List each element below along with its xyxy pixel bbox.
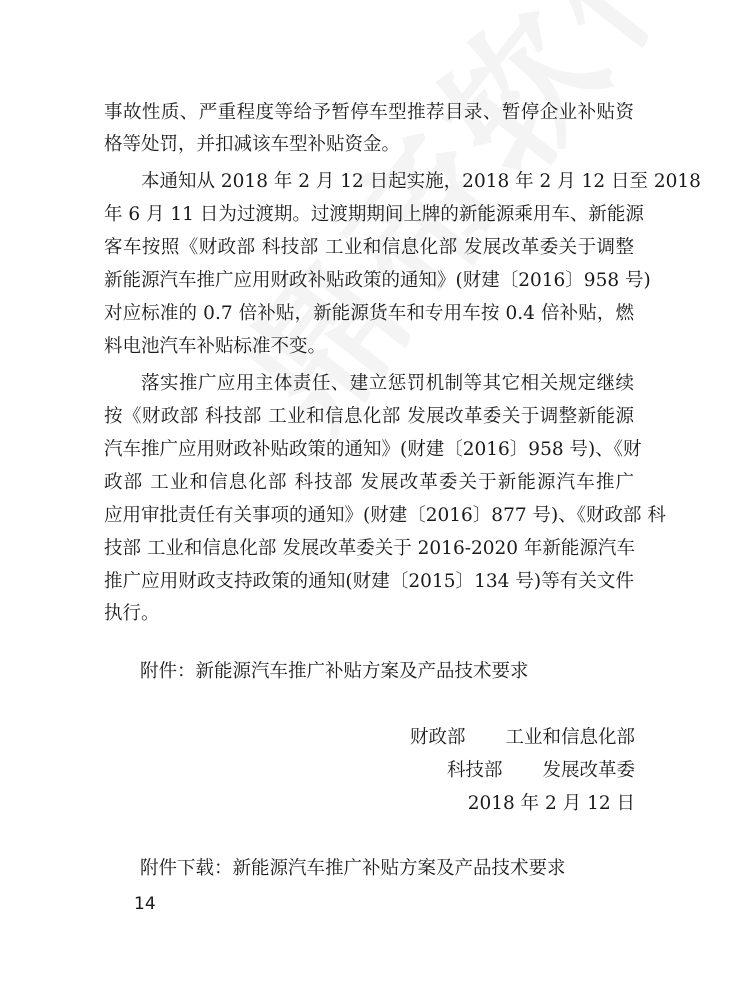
paragraph-2-line-5: 对应标准的 0.7 倍补贴，新能源货车和专用车按 0.4 倍补贴，燃 — [104, 303, 634, 324]
paragraph-3-line-5: 应用审批责任有关事项的通知》(财建〔2016〕877 号)、《财政部 科 — [104, 505, 666, 526]
signatory-row-1 — [410, 726, 635, 750]
signatory-ndrc: 发展改革委 — [542, 760, 635, 781]
paragraph-2-line-6: 料电池汽车补贴标准不变。 — [104, 336, 327, 357]
paragraph-1-line-1: 事故性质、严重程度等给予暂停车型推荐目录、暂停企业补贴资 — [104, 102, 634, 123]
paragraph-3-line-4: 政部 工业和信息化部 科技部 发展改革委关于新能源汽车推广 — [104, 472, 634, 493]
paragraph-3-line-6: 技部 工业和信息化部 发展改革委关于 2016-2020 年新能源汽车 — [104, 538, 635, 559]
paragraph-3-line-3: 汽车推广应用财政补贴政策的通知》(财建〔2016〕958 号)、《财 — [104, 439, 642, 460]
signatory-miit: 工业和信息化部 — [505, 727, 635, 748]
signature-date: 2018 年 2 月 12 日 — [467, 793, 635, 814]
paragraph-3-line-8: 执行。 — [104, 603, 160, 624]
attachment-download-link[interactable]: 附件下载：新能源汽车推广补贴方案及产品技术要求 — [140, 858, 566, 879]
paragraph-3-line-1: 落实推广应用主体责任、建立惩罚机制等其它相关规定继续 — [141, 373, 634, 394]
signatory-most: 科技部 — [446, 760, 503, 781]
paragraph-3-line-7: 推广应用财政支持政策的通知(财建〔2015〕134 号)等有关文件 — [104, 571, 634, 592]
paragraph-3-line-2: 按《财政部 科技部 工业和信息化部 发展改革委关于调整新能源 — [104, 406, 634, 427]
signatory-row-2 — [447, 759, 635, 783]
paragraph-2-line-1: 本通知从 2018 年 2 月 12 日起实施，2018 年 2 月 12 日至 2018 — [141, 171, 701, 192]
paragraph-2-line-3: 客车按照《财政部 科技部 工业和信息化部 发展改革委关于调整 — [104, 237, 634, 258]
paragraph-2-line-4: 新能源汽车推广应用财政补贴政策的通知》(财建〔2016〕958 号) — [104, 270, 651, 291]
page-number: 14 — [134, 894, 156, 914]
attachment-note: 附件：新能源汽车推广补贴方案及产品技术要求 — [140, 661, 529, 682]
paragraph-2-line-2: 年 6 月 11 日为过渡期。过渡期期间上牌的新能源乘用车、新能源 — [104, 204, 644, 225]
paragraph-1-line-2: 格等处罚，并扣减该车型补贴资金。 — [104, 134, 401, 155]
signatory-finance: 财政部 — [409, 727, 466, 748]
